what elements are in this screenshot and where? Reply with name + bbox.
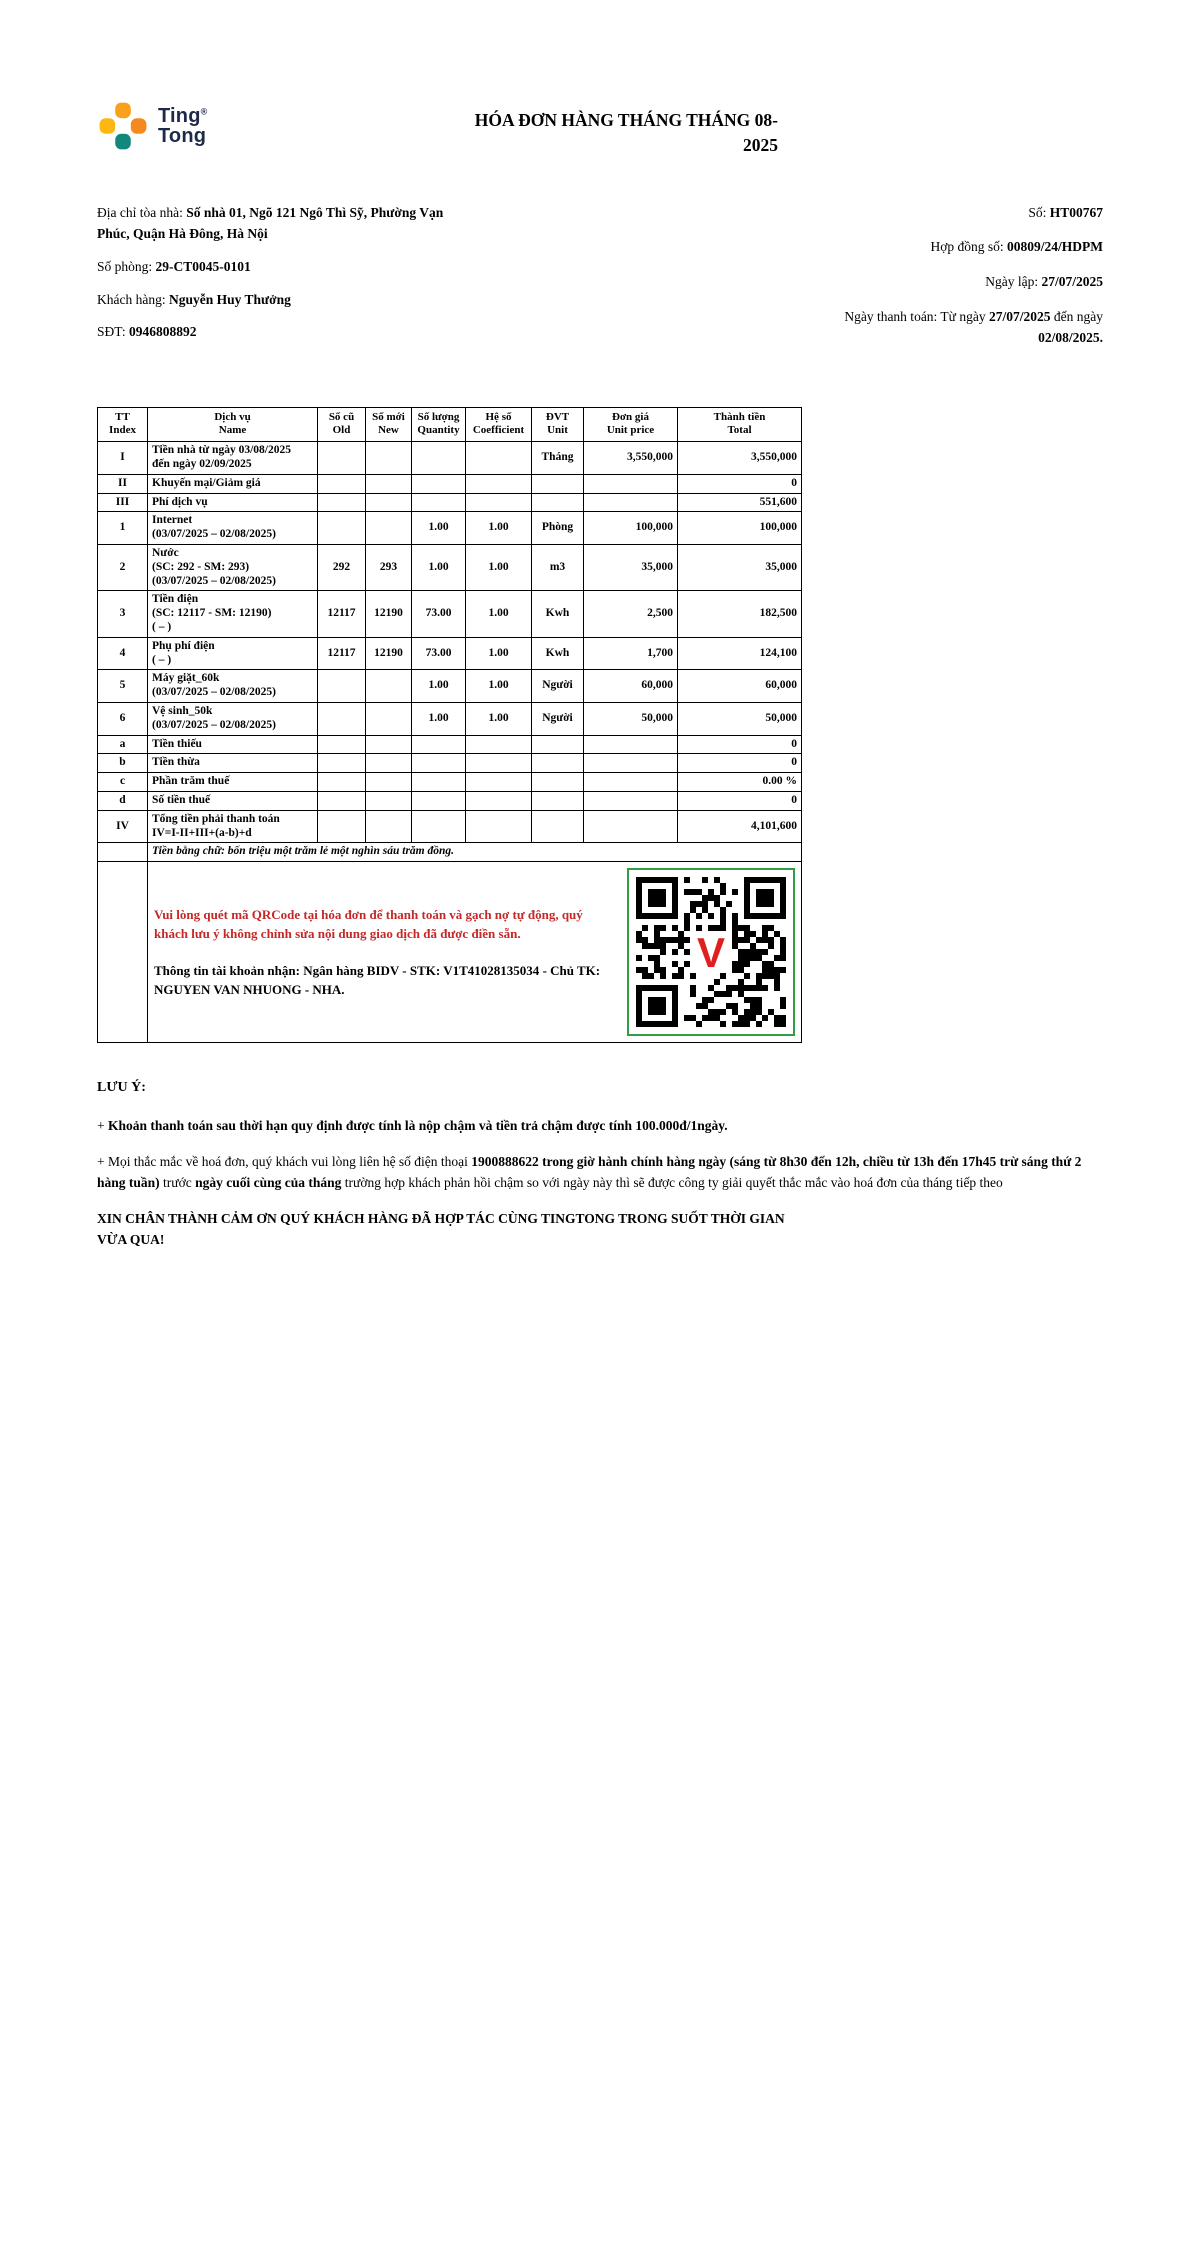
service-row-I [98,442,802,475]
cell-service-name: Số tiền thuế [148,791,318,810]
cell-unit-price: 60,000 [584,670,678,703]
cell-new-reading [366,773,412,792]
header [97,100,1103,159]
notes-heading: LƯU Ý: [97,1080,146,1096]
payment-period-label2: đến ngày [1050,308,1103,324]
cell-unit [532,810,584,843]
service-row-5 [98,670,802,703]
cell-new-reading [366,512,412,545]
cell-coefficient [466,791,532,810]
note2-seg3: trước [159,1174,196,1190]
cell-coefficient [466,754,532,773]
service-row-III [98,493,802,512]
cell-quantity [412,474,466,493]
cell-service-name: Internet (03/07/2025 – 02/08/2025) [148,512,318,545]
cell-unit: Người [532,702,584,735]
col-header-total: Thành tiền Total [678,407,802,442]
invoice-table-footer [98,843,802,1043]
qr-code [636,877,786,1027]
svg-text:V: V [696,929,726,977]
cell-unit-price [584,810,678,843]
cell-total: 0 [678,754,802,773]
cell-new-reading [366,754,412,773]
cell-new-reading: 293 [366,545,412,591]
cell-unit [532,735,584,754]
logo-word-ting: Ting [158,104,201,127]
amount-words-spacer-cell [98,843,148,862]
cell-unit-price [584,735,678,754]
cell-index: 6 [98,702,148,735]
cell-index: IV [98,810,148,843]
invoice-info [97,202,1103,362]
cell-unit-price [584,773,678,792]
col-header-old: Số cũ Old [318,407,366,442]
cell-unit-price: 3,550,000 [584,442,678,475]
logo-text [158,106,208,147]
room-label: Số phòng: [97,258,156,274]
customer-name [97,289,479,311]
qr-row [98,862,802,1043]
note1-text: Khoản thanh toán sau thời hạn quy định được tính là nộp chậm và tiền trả chậm được tính 100.000đ/1ngày. [108,1117,728,1133]
cell-coefficient [466,474,532,493]
cell-index: I [98,442,148,475]
account-label: Thông tin tài khoản nhận: Ngân hàng BIDV - STK: [154,962,444,978]
invoice-title-line2: 2025 [743,135,778,156]
cell-coefficient: 1.00 [466,591,532,637]
cell-new-reading [366,791,412,810]
cell-new-reading [366,810,412,843]
qr-section-cell [148,862,802,1043]
cell-old-reading [318,474,366,493]
cell-service-name: Tiền nhà từ ngày 03/08/2025 đến ngày 02/09/2025 [148,442,318,475]
header-row [98,407,802,442]
tingtong-logo [97,100,208,152]
cell-service-name: Tổng tiền phải thanh toán IV=I-II+III+(a-b)+d [148,810,318,843]
invoice-title [448,100,778,159]
note1-prefix: + [97,1117,108,1133]
cell-unit-price: 1,700 [584,637,678,670]
cell-new-reading [366,474,412,493]
qr-instructions [152,905,604,1000]
cell-old-reading [318,754,366,773]
contract-number [783,236,1103,258]
cell-new-reading: 12190 [366,591,412,637]
cell-service-name: Tiền thừa [148,754,318,773]
issue-date-value: 27/07/2025 [1041,273,1103,289]
thank-you-message [97,1209,1103,1251]
cell-unit-price: 2,500 [584,591,678,637]
qr-payment-note: Vui lòng quét mã QRCode tại hóa đơn để thanh toán và gạch nợ tự động, quý khách lưu ý không chỉnh sửa nội dung giao dịch đã được điền sẵn. [154,906,583,942]
cell-old-reading [318,512,366,545]
cell-unit [532,754,584,773]
invoice-number-value: HT00767 [1049,204,1103,220]
cell-unit: Người [532,670,584,703]
invoice-table [97,407,802,1043]
room-number [97,256,479,278]
cell-service-name: Khuyến mại/Giảm giá [148,474,318,493]
building-address [97,202,479,245]
service-row-6 [98,702,802,735]
cell-service-name: Vệ sinh_50k (03/07/2025 – 02/08/2025) [148,702,318,735]
late-payment-note [97,1116,1103,1137]
service-row-2 [98,545,802,591]
phone-number [97,321,479,343]
cell-service-name: Phần trăm thuế [148,773,318,792]
address-label: Địa chỉ tòa nhà: [97,204,187,220]
invoice-number-label: Số: [1028,204,1050,220]
cell-total: 100,000 [678,512,802,545]
cell-coefficient [466,773,532,792]
cell-coefficient: 1.00 [466,512,532,545]
tingtong-logo-icon [97,100,149,152]
service-row-3 [98,591,802,637]
cell-total: 50,000 [678,702,802,735]
cell-total: 0 [678,474,802,493]
cell-new-reading [366,493,412,512]
cell-index: a [98,735,148,754]
col-header-coefficient: Hệ số Coefficient [466,407,532,442]
cell-index: d [98,791,148,810]
cell-old-reading [318,670,366,703]
cell-old-reading [318,791,366,810]
cell-index: III [98,493,148,512]
cell-index: 5 [98,670,148,703]
payment-period [783,306,1103,349]
cell-unit: Tháng [532,442,584,475]
cell-quantity [412,754,466,773]
address-value: Số nhà 01, Ngõ 121 Ngô Thì Sỹ, Phường Vạn Phúc, Quận Hà Đông, Hà Nội [97,204,444,242]
cell-quantity: 73.00 [412,637,466,670]
cell-quantity: 73.00 [412,591,466,637]
cell-unit [532,474,584,493]
cell-unit-price: 35,000 [584,545,678,591]
cell-service-name: Phí dịch vụ [148,493,318,512]
cell-service-name: Máy giặt_60k (03/07/2025 – 02/08/2025) [148,670,318,703]
cell-quantity [412,493,466,512]
cell-unit [532,773,584,792]
invoice-title-line1: HÓA ĐƠN HÀNG THÁNG THÁNG 08- [474,110,778,130]
cell-total: 551,600 [678,493,802,512]
service-row-c [98,773,802,792]
amount-words-label: Tiền bằng chữ: [152,845,228,858]
payment-period-label1: Ngày thanh toán: Từ ngày [844,308,989,324]
cell-old-reading: 12117 [318,637,366,670]
bank-account-info [154,961,604,1000]
cell-coefficient: 1.00 [466,545,532,591]
col-header-index: TT Index [98,407,148,442]
cell-quantity: 1.00 [412,545,466,591]
payment-start-date: 27/07/2025 [989,308,1051,324]
cell-coefficient: 1.00 [466,670,532,703]
cell-quantity [412,810,466,843]
cell-total: 60,000 [678,670,802,703]
payment-end-date: 02/08/2025. [1038,330,1103,346]
closing-line2: VỪA QUA! [97,1231,165,1247]
col-header-unit-price: Đơn giá Unit price [584,407,678,442]
cell-quantity [412,735,466,754]
info-right-column [783,202,1103,362]
cell-unit-price [584,754,678,773]
account-holder-label: - Chủ TK: [539,962,601,978]
cell-old-reading: 292 [318,545,366,591]
qr-spacer-cell [98,862,148,1043]
cell-unit [532,493,584,512]
phone-label: SĐT: [97,324,129,340]
cell-service-name: Phụ phí điện ( – ) [148,637,318,670]
amount-in-words-cell [148,843,802,862]
cell-old-reading [318,810,366,843]
cell-index: 2 [98,545,148,591]
cell-unit: m3 [532,545,584,591]
col-header-unit: ĐVT Unit [532,407,584,442]
service-row-a [98,735,802,754]
cell-old-reading: 12117 [318,591,366,637]
invoice-table-body [98,442,802,843]
col-header-new: Số mới New [366,407,412,442]
cell-unit-price: 100,000 [584,512,678,545]
issue-date [783,271,1103,293]
cell-index: 1 [98,512,148,545]
cell-total: 4,101,600 [678,810,802,843]
cell-service-name: Tiền thiếu [148,735,318,754]
issue-date-label: Ngày lập: [985,273,1042,289]
cell-new-reading [366,442,412,475]
cell-quantity: 1.00 [412,512,466,545]
cell-unit: Kwh [532,591,584,637]
cell-total: 0 [678,735,802,754]
cell-quantity [412,442,466,475]
cell-total: 3,550,000 [678,442,802,475]
table-header [98,407,802,442]
hotline-number-and-hours: 1900888622 trong giờ hành chính hàng ngày (sáng từ 8h30 đến 12h, chiều từ 13h đến 17h45 trừ sáng thứ 2 hàng tuần) [97,1153,1082,1190]
cell-new-reading [366,702,412,735]
cell-coefficient: 1.00 [466,702,532,735]
cell-old-reading [318,493,366,512]
cell-old-reading [318,702,366,735]
phone-value: 0946808892 [128,324,197,340]
customer-label: Khách hàng: [97,291,169,307]
cell-quantity [412,773,466,792]
cell-old-reading [318,442,366,475]
cell-total: 0.00 % [678,773,802,792]
account-holder: NGUYEN VAN NHUONG - NHA. [154,982,345,998]
cell-total: 35,000 [678,545,802,591]
cell-coefficient [466,810,532,843]
cell-old-reading [318,773,366,792]
customer-value: Nguyễn Huy Thưởng [168,291,291,307]
note2-seg5: trường hợp khách phản hồi chậm so với ngày này thì sẽ được công ty giải quyết thắc mắc vào hoá đơn của tháng tiếp theo [341,1174,1003,1190]
logo-word-tong: Tong [158,125,207,147]
cell-quantity: 1.00 [412,702,466,735]
cell-service-name: Nước (SC: 292 - SM: 293) (03/07/2025 – 02/08/2025) [148,545,318,591]
cell-index: b [98,754,148,773]
cell-new-reading [366,670,412,703]
cell-service-name: Tiền điện (SC: 12117 - SM: 12190) ( – ) [148,591,318,637]
cell-unit-price: 50,000 [584,702,678,735]
col-header-service: Dịch vụ Name [148,407,318,442]
invoice-number [783,202,1103,224]
service-row-b [98,754,802,773]
contract-label: Hợp đồng số: [930,239,1007,255]
service-row-d [98,791,802,810]
cell-old-reading [318,735,366,754]
cell-index: c [98,773,148,792]
cell-unit [532,791,584,810]
account-number: V1T41028135034 [443,962,540,978]
qr-section [152,864,797,1040]
cell-unit: Phòng [532,512,584,545]
cell-coefficient [466,493,532,512]
cell-quantity: 1.00 [412,670,466,703]
cell-unit-price [584,474,678,493]
cell-coefficient [466,442,532,475]
qr-code-frame [627,868,795,1036]
cell-index: 4 [98,637,148,670]
cell-index: 3 [98,591,148,637]
hotline-note [97,1152,1103,1194]
note2-deadline: ngày cuối cùng của tháng [195,1174,342,1190]
amount-words-value: bốn triệu một trăm lẻ một nghìn sáu trăm đồng. [227,845,455,858]
info-left-column [97,202,479,362]
col-header-quantity: Số lượng Quantity [412,407,466,442]
cell-new-reading: 12190 [366,637,412,670]
cell-index: II [98,474,148,493]
closing-line1: XIN CHÂN THÀNH CẢM ƠN QUÝ KHÁCH HÀNG ĐÃ HỢP TÁC CÙNG TINGTONG TRONG SUỐT THỜI GIAN [97,1210,785,1226]
service-row-1 [98,512,802,545]
cell-unit: Kwh [532,637,584,670]
service-row-II [98,474,802,493]
cell-total: 182,500 [678,591,802,637]
contract-value: 00809/24/HDPM [1007,239,1103,255]
cell-coefficient: 1.00 [466,637,532,670]
cell-total: 0 [678,791,802,810]
notes-section [97,1077,1103,1250]
cell-quantity [412,791,466,810]
cell-new-reading [366,735,412,754]
cell-unit-price [584,791,678,810]
amount-in-words-row [98,843,802,862]
cell-total: 124,100 [678,637,802,670]
service-row-4 [98,637,802,670]
cell-unit-price [584,493,678,512]
room-value: 29-CT0045-0101 [155,258,251,274]
note2-seg1: + Mọi thắc mắc về hoá đơn, quý khách vui lòng liên hệ số điện thoại [97,1153,472,1169]
cell-coefficient [466,735,532,754]
service-row-IV [98,810,802,843]
logo-registered-mark: ® [200,105,208,116]
